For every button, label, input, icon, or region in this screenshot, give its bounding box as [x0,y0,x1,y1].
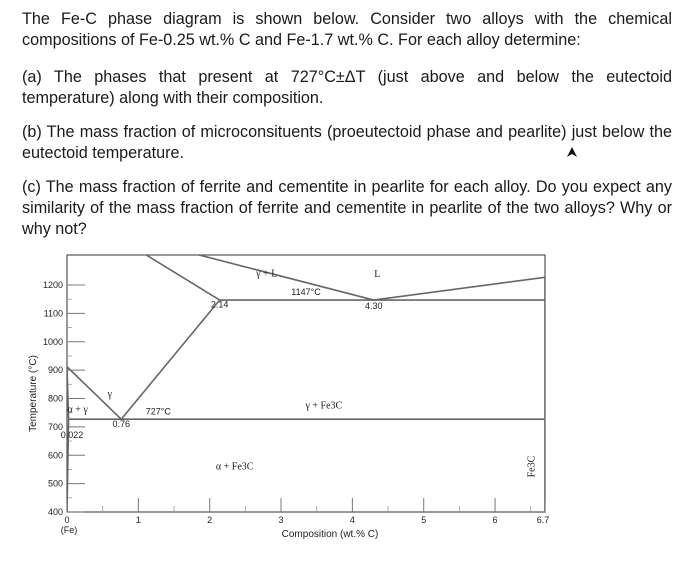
annotation-4: 4.30 [365,301,383,312]
annotation-10: 0.022 [60,429,84,440]
x-tick-label-4: 4 [349,515,355,525]
x-tick-label-1: 1 [135,515,141,525]
gamma-solidus [103,228,220,300]
x-tick-label-2: 2 [207,515,213,525]
x-axis-title: Composition (wt.% C) [281,529,379,540]
question-intro: The Fe-C phase diagram is shown below. Consider two alloys with the chemical compositions of Fe-0.25 wt.% C and Fe-1.7 wt.% C. For each alloy determine: [22,10,672,49]
y-tick-label-800: 800 [47,393,63,404]
phase-boundaries [67,228,545,512]
y-tick-label-1000: 1000 [42,336,63,347]
annotation-1: L [374,269,381,281]
y-tick-label-400: 400 [47,507,63,517]
x-tick-label-3: 3 [278,515,284,525]
annotation-11: α + Fe3C [215,461,254,473]
liquidus-left [96,228,374,300]
acm-line [121,300,219,419]
question-part-b: (b) The mass fraction of microconsituents (proeutectoid phase and pearlite) just below the eutectoid temperature. [22,123,672,162]
annotation-3: 2.14 [210,299,229,310]
y-axis-title: Temperature (°C) [28,355,39,432]
annotation-0: γ + L [256,268,278,280]
liquidus-right [374,277,545,300]
y-tick-label-700: 700 [47,421,63,432]
annotation-6: γ + Fe3C [305,400,343,412]
annotation-2: 1147°C [291,286,321,297]
x-tick-label-6.7: 6.7 [536,515,550,525]
y-tick-label-600: 600 [47,450,63,461]
annotation-fe3c-vertical: Fe3C [526,455,538,478]
annotation-8: α + γ [67,404,88,416]
y-tick-label-500: 500 [47,478,63,489]
annotation-7: 727°C [145,406,171,417]
question-part-a: (a) The phases that present at 727°C±ΔT (just above and below the eutectoid temperature) along with their composition. [22,68,672,107]
y-tick-label-900: 900 [47,365,63,376]
x-origin-sublabel: (Fe) [60,525,78,535]
annotation-9: 0.76 [112,418,130,429]
x-tick-label-6: 6 [492,515,498,525]
x-tick-label-0: 0 [64,515,70,525]
x-tick-label-5: 5 [421,515,427,525]
annotation-5: γ [107,389,113,401]
question-part-c: (c) The mass fraction of ferrite and cementite in pearlite for each alloy. Do you expect any similarity of the mass fraction of ferrite and cementite in pearlite of the two alloys? Why or why not? [22,178,672,238]
y-tick-label-1100: 1100 [43,308,63,319]
y-tick-label-1200: 1200 [42,280,63,290]
